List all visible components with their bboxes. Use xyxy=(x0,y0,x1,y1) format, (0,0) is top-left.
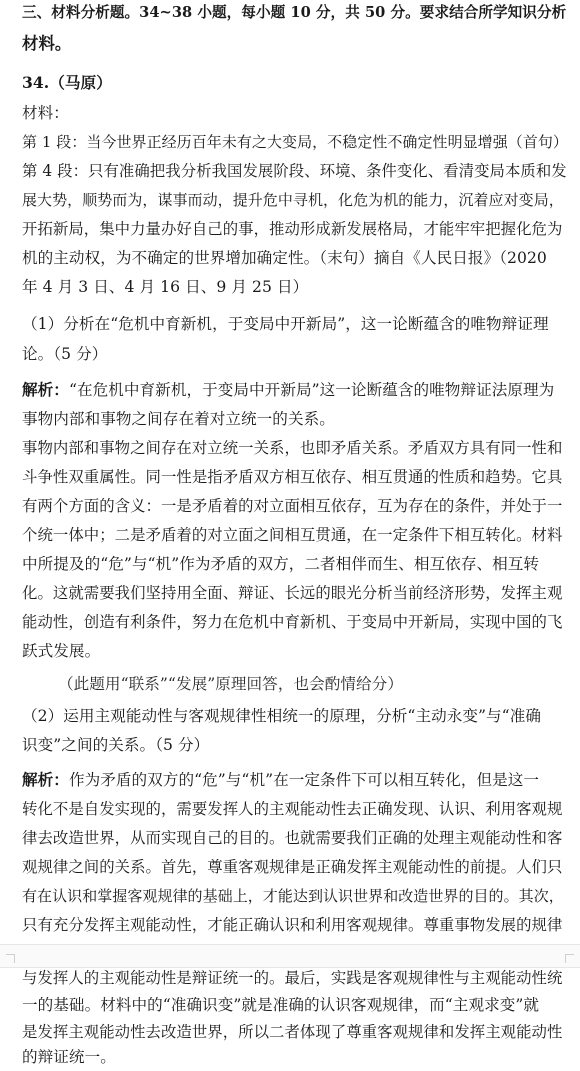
material-line: 第 1 段：当今世界正经历百年未有之大变局，不稳定性不确定性明显增强（首句） xyxy=(22,133,568,151)
question-number: 34.（马原） xyxy=(22,73,112,92)
question-1-line: 论。（5 分） xyxy=(22,345,108,363)
answer-1-line: 跃式发展。 xyxy=(22,642,101,660)
question-2-line: （2）运用主观能动性与客观规律性相统一的原理，分析“主动永变”与“准确 xyxy=(22,707,541,725)
answer-1-label: 解析： xyxy=(22,380,69,399)
answer-1-note: （此题用“联系”“发展”原理回答，也会酌情给分） xyxy=(58,675,403,693)
answer-2-line: 律去改造世界，从而实现自己的目的。也就需要我们正确的处理主观能动性和客 xyxy=(22,829,563,847)
page-corner-mark xyxy=(6,954,15,963)
section-heading-line-2: 材料。 xyxy=(22,34,72,53)
material-label: 材料： xyxy=(22,104,69,122)
answer-1-line: 化。这就需要我们坚持用全面、辩证、长远的眼光分析当前经济形势，发挥主观 xyxy=(22,584,563,602)
section-heading-line-1: 三、材料分析题。34~38 小题，每小题 10 分，共 50 分。要求结合所学知识分析 xyxy=(22,4,567,21)
answer-1-line: 事物内部和事物之间存在对立统一关系，也即矛盾关系。矛盾双方具有同一性和 xyxy=(22,439,563,457)
answer-1-line: 能动性，创造有利条件，努力在危机中育新机、于变局中开新局，实现中国的飞 xyxy=(22,613,563,631)
answer-1-line: 事物内部和事物之间存在着对立统一的关系。 xyxy=(22,410,335,428)
answer-2-label: 解析： xyxy=(22,770,69,789)
answer-2-line: 转化不是自发实现的，需要发挥人的主观能动性去正确发现、认识、利用客观规 xyxy=(22,800,563,818)
answer-2-line: 的辩证统一。 xyxy=(22,1048,116,1066)
material-line: 年 4 月 3 日、4 月 16 日、9 月 25 日） xyxy=(22,278,309,296)
answer-1-first-line xyxy=(22,379,567,401)
answer-1-text: “在危机中育新机，于变局中开新局”这一论断蕴含的唯物辩证法原理为 xyxy=(68,381,555,399)
answer-2-line: 有在认识和掌握客观规律的基础上，才能达到认识世界和改造世界的目的。其次， xyxy=(22,887,564,905)
material-line: 第 4 段：只有准确把我分析我国发展阶段、环境、条件变化、看清变局本质和发 xyxy=(22,162,567,180)
answer-1-line: 斗争性双重属性。同一性是指矛盾双方相互依存、相互贯通的性质和趋势。它具 xyxy=(22,468,563,486)
material-line: 展大势，顺势而为，谋事而动，提升危中寻机，化危为机的能力，沉着应对变局， xyxy=(22,191,564,209)
material-line: 机的主动权，为不确定的世界增加确定性。（末句）摘自《人民日报》（2020 xyxy=(22,249,547,267)
answer-2-first-line xyxy=(22,769,567,791)
answer-2-line: 一的基础。材料中的“准确识变”就是准确的认识客观规律，而“主观求变”就 xyxy=(22,996,540,1014)
material-line: 开拓新局，集中力量办好自己的事，推动形成新发展格局，才能牢牢把握化危为 xyxy=(22,220,563,238)
page-corner-mark xyxy=(565,954,574,963)
page-break xyxy=(0,944,580,968)
answer-1-line: 个统一体中；二是矛盾着的对立面之间相互贯通，在一定条件下相互转化。材料 xyxy=(22,526,563,544)
answer-2-line: 只有充分发挥主观能动性，才能正确认识和利用客观规律。尊重事物发展的规律 xyxy=(22,916,563,934)
question-1-line: （1）分析在“危机中育新机，于变局中开新局”，这一论断蕴含的唯物辩证理 xyxy=(22,315,549,333)
answer-2-line: 与发挥人的主观能动性是辩证统一的。最后，实践是客观规律性与主观能动性统 xyxy=(22,969,563,987)
answer-1-line: 中所提及的“危”与“机”作为矛盾的双方，二者相伴而生、相互依存、相互转 xyxy=(22,555,540,573)
question-2-line: 识变”之间的关系。（5 分） xyxy=(22,736,210,754)
answer-2-text: 作为矛盾的双方的“危”与“机”在一定条件下可以相互转化，但是这一 xyxy=(68,771,540,789)
answer-2-line: 观规律之间的关系。首先，尊重客观规律是正确发挥主观能动性的前提。人们只 xyxy=(22,858,563,876)
answer-1-line: 有两个方面的含义：一是矛盾着的对立面相互依存，互为存在的条件，并处于一 xyxy=(22,497,563,515)
answer-2-line: 是发挥主观能动性去改造世界，所以二者体现了尊重客观规律和发挥主观能动性 xyxy=(22,1023,563,1041)
